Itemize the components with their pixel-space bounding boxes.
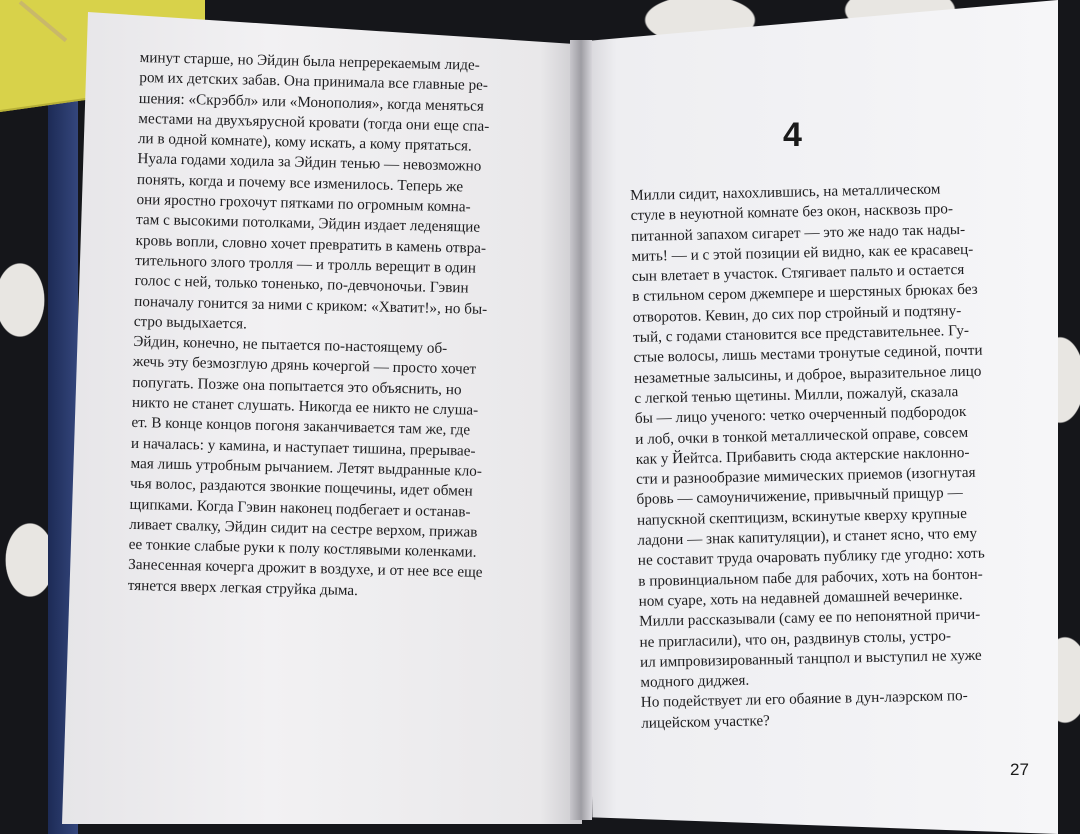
text-line: стые волосы, лишь местами тронутые сединой, почти bbox=[633, 342, 983, 367]
text-line: питанной запахом сигарет — это же надо так нады- bbox=[630, 220, 966, 245]
text-line: Занесенная кочерга дрожит в воздухе, и от нее все еще bbox=[128, 556, 483, 582]
text-line: как у Йейтса. Прибавить сюда актерские наклонно- bbox=[635, 443, 970, 468]
text-line: модного диджея. bbox=[640, 671, 750, 692]
text-line: местами на двухъярусной кровати (тогда они еще спа- bbox=[138, 109, 490, 135]
text-line: никто не станет слушать. Никогда ее никто не слуша- bbox=[131, 393, 479, 419]
text-line: понять, когда и почему все изменилось. Теперь же bbox=[136, 170, 464, 196]
text-line: тянется вверх легкая струйка дыма. bbox=[127, 576, 359, 599]
text-line: ладони — знак капитуляции), и станет ясно, что ему bbox=[637, 524, 978, 549]
book-gutter bbox=[570, 40, 592, 820]
text-line: поначалу гонится за ними с криком: «Хватит!», но бы- bbox=[134, 292, 488, 318]
text-line: щипками. Когда Гэвин наконец подбегает и останав- bbox=[129, 495, 471, 521]
text-line: отворотов. Кевин, до сих пор стройный и подтяну- bbox=[632, 301, 962, 326]
text-line: в провинциальном пабе для рабочих, хоть на бонтон- bbox=[638, 565, 983, 590]
text-line: Эйдин, конечно, не пытается по-настоящему об- bbox=[133, 333, 448, 358]
text-line: голос с ней, только тоненько, по-девчоночьи. Гэвин bbox=[134, 272, 469, 297]
text-line: ее тонкие слабые руки к полу костлявыми коленками. bbox=[128, 535, 477, 561]
text-line: жечь эту безмозглую дрянь кочергой — просто хочет bbox=[132, 353, 477, 379]
text-line: кровь вопли, словно хочет превратить в камень отвра- bbox=[135, 231, 487, 257]
text-line: и лоб, очки в тонкой металлической оправе, совсем bbox=[635, 423, 969, 448]
left-page-text bbox=[128, 48, 540, 605]
text-line: не пригласили), что он, раздвинув столы, устро- bbox=[639, 626, 952, 651]
text-line: ет. В конце концов погоня заканчивается там же, где bbox=[131, 414, 471, 439]
text-line: ливает свалку, Эйдин сидит на сестре верхом, прижав bbox=[129, 515, 478, 541]
text-line: попугать. Позже она попытается это объяснить, но bbox=[132, 373, 462, 399]
chapter-number: 4 bbox=[783, 116, 802, 154]
text-line: Нуала годами ходила за Эйдин тенью — невозможно bbox=[137, 150, 482, 176]
text-line: стро выдыхается. bbox=[133, 312, 248, 333]
text-line: с легкой тенью щетины. Милли, пожалуй, сказала bbox=[634, 383, 959, 407]
text-line: ром их детских забав. Она принимала все главные ре- bbox=[139, 69, 489, 95]
text-line: бровь — самоуничижение, привычный прищур — bbox=[636, 484, 963, 509]
text-line: сын влетает в участок. Стягивает пальто и остается bbox=[631, 261, 965, 286]
text-line: тый, с годами становится все представительнее. Гу- bbox=[632, 322, 970, 347]
text-line: они яростно грохочут пятками по огромным комна- bbox=[136, 191, 471, 216]
text-line: ном суаре, хоть на недавней домашней вечеринке. bbox=[638, 586, 963, 610]
text-line: в стильном сером джемпере и шерстяных брюках без bbox=[632, 281, 978, 306]
text-line: и началась: у камина, и наступает тишина, прерывае- bbox=[130, 434, 476, 460]
text-line: мая лишь утробным рычанием. Летят выдранные кло- bbox=[130, 454, 483, 480]
text-line: там с высокими потолками, Эйдин издает леденящие bbox=[135, 211, 481, 237]
text-line: напускной скептицизм, вскинутые кверху крупные bbox=[636, 504, 968, 529]
text-line: минут старше, но Эйдин была непререкаемым лиде- bbox=[139, 48, 480, 74]
text-line: стуле в неуютной комнате без окон, насквозь про- bbox=[630, 200, 954, 225]
right-page-text bbox=[630, 178, 1033, 734]
text-line: чья волос, раздаются звонкие пощечины, идет обмен bbox=[129, 475, 473, 500]
text-line: Милли рассказывали (саму ее по непонятной причи- bbox=[638, 605, 981, 631]
text-line: не составит труда очаровать публику где угодно: хоть bbox=[637, 544, 985, 570]
text-line: шения: «Скрэббл» или «Монополия», когда меняться bbox=[138, 89, 485, 115]
text-line: бы — лицо ученого: четко очерченный подбородок bbox=[634, 403, 967, 428]
text-line: лицейском участке? bbox=[641, 711, 771, 732]
page-number: 27 bbox=[1010, 760, 1029, 779]
text-line: сти и разнообразие мимических приемов (изогнутая bbox=[635, 463, 976, 489]
text-line: Но подействует ли его обаяние в дун-лаэрском по- bbox=[640, 687, 968, 712]
text-line: ли в одной комнате), кому искать, а кому прятаться. bbox=[137, 130, 472, 155]
text-line: тительного злого тролля — и тролль верещит в один bbox=[134, 251, 477, 277]
text-line: мить! — и с этой позиции ей видно, как ее красавец- bbox=[631, 240, 974, 265]
text-line: ил импровизированный танцпол и выступил не хуже bbox=[639, 646, 982, 671]
text-line: незаметные залысины, и доброе, выразительное лицо bbox=[633, 362, 982, 387]
text-line: Милли сидит, нахохлившись, на металлическом bbox=[630, 180, 941, 204]
